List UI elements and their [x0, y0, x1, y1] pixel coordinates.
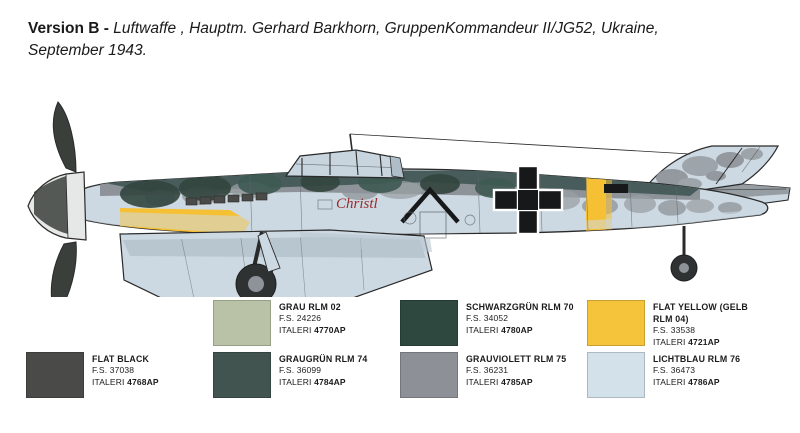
- color-italeri: ITALERI 4770AP: [279, 324, 346, 335]
- color-chip: [400, 352, 458, 398]
- color-entry: [213, 352, 400, 404]
- color-italeri: ITALERI 4780AP: [466, 324, 533, 335]
- color-fs: F.S. 36099: [279, 365, 322, 376]
- color-italeri: ITALERI 4721AP: [653, 336, 720, 347]
- tail-wheel: [671, 226, 697, 281]
- color-entry: [400, 300, 587, 352]
- color-name: SCHWARZGRÜN RLM 70: [466, 302, 574, 312]
- paint-color-chart: [26, 300, 774, 410]
- color-name: GRAUVIOLETT RLM 75: [466, 354, 567, 364]
- color-italeri: ITALERI 4784AP: [279, 376, 346, 387]
- color-name: FLAT YELLOW (GELB RLM 04): [653, 302, 748, 325]
- page-title: [28, 18, 728, 63]
- color-chip: [587, 352, 645, 398]
- color-fs: F.S. 24226: [279, 313, 322, 324]
- color-chip: [213, 352, 271, 398]
- version-label: Version B -: [28, 20, 109, 37]
- page-footer-rule: [0, 419, 800, 433]
- color-name: GRAUGRÜN RLM 74: [279, 354, 368, 364]
- color-name: GRAU RLM 02: [279, 302, 341, 312]
- color-chip: [213, 300, 271, 346]
- color-entry: [213, 300, 400, 352]
- color-fs: F.S. 34052: [466, 313, 509, 324]
- color-name: FLAT BLACK: [92, 354, 150, 364]
- color-italeri: ITALERI 4785AP: [466, 376, 533, 387]
- color-entry: [587, 352, 774, 404]
- color-fs: F.S. 33538: [653, 325, 696, 336]
- color-chip: [400, 300, 458, 346]
- color-fs: F.S. 36473: [653, 365, 696, 376]
- nose-art-text: Christl: [336, 196, 378, 212]
- color-chip: [26, 352, 84, 398]
- color-name: LICHTBLAU RLM 76: [653, 354, 741, 364]
- color-entry: [587, 300, 774, 352]
- color-entry: [26, 352, 213, 404]
- color-spacer: [26, 300, 213, 352]
- color-fs: F.S. 36231: [466, 365, 509, 376]
- color-row-1: [26, 300, 774, 352]
- version-description: Luftwaffe , Hauptm. Gerhard Barkhorn, GruppenKommandeur II/JG52, Ukraine, September 1943.: [28, 20, 659, 60]
- color-fs: F.S. 37038: [92, 365, 135, 376]
- aircraft-profile-illustration: [0, 72, 800, 297]
- color-italeri: ITALERI 4768AP: [92, 376, 159, 387]
- color-chip: [587, 300, 645, 346]
- color-row-2: [26, 352, 774, 404]
- color-italeri: ITALERI 4786AP: [653, 376, 720, 387]
- color-entry: [400, 352, 587, 404]
